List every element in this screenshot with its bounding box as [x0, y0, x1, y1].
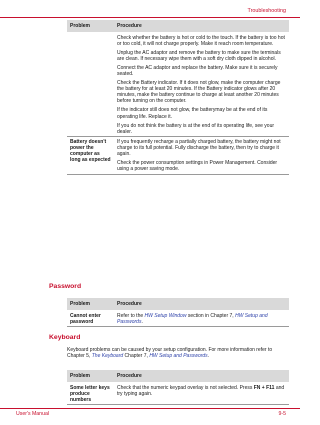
procedure-text: section in Chapter 7,: [186, 312, 236, 319]
column-header-procedure: Procedure: [114, 20, 289, 33]
link-the-keyboard[interactable]: The Keyboard: [91, 353, 124, 360]
battery-troubleshooting-table: [67, 20, 289, 175]
procedure-cell: [114, 33, 289, 137]
link-hw-setup-and-passwords[interactable]: HW Setup and Passwords: [117, 312, 268, 325]
column-header-procedure: Procedure: [114, 370, 289, 383]
table-header-row: [67, 370, 289, 383]
procedure-paragraph: If you do not think the battery is at the end of its operating life, see your dealer.: [117, 122, 275, 135]
table-row: [67, 33, 289, 137]
page-header-title: Troubleshooting: [247, 8, 286, 14]
procedure-paragraph: Unplug the AC adaptor and remove the battery to make sure the terminals are clean. If necessary wipe them with a soft dry cloth dipped in alcohol.: [117, 49, 281, 62]
link-hw-setup-and-passwords[interactable]: HW Setup and Passwords: [149, 353, 208, 360]
procedure-text: Refer to the: [117, 312, 145, 319]
procedure-paragraph: If you frequently recharge a partially charged battery, the battery might not charge to its full potential. Fully discharge the battery, then try to charge it again.: [117, 138, 281, 157]
procedure-paragraph: If the indicator still does not glow, the batterymay be at the end of its operating life. Replace it.: [117, 107, 268, 120]
key-combination: FN + F11: [253, 384, 275, 391]
section-heading-password: Password: [49, 283, 82, 290]
table-header-row: [67, 298, 289, 311]
procedure-text: .: [141, 318, 143, 325]
intro-text: .: [207, 353, 210, 360]
procedure-cell: [114, 383, 289, 405]
column-header-problem: Problem: [67, 298, 114, 311]
keyboard-troubleshooting-table: [67, 370, 289, 405]
column-header-problem: Problem: [67, 370, 114, 383]
column-header-problem: Problem: [67, 20, 114, 33]
procedure-paragraph: Check the Battery indicator. If it does not glow, make the computer charge the battery for at least 20 minutes. If the Battery indicator glows after 20 minutes, make the battery continue to charge at least another 20 minutes before turning on the computer.: [117, 80, 281, 105]
footer-manual-name: User's Manual: [16, 411, 49, 417]
procedure-cell: [114, 311, 289, 327]
procedure-text: Check that the numeric keypad overlay is not selected. Press: [117, 384, 254, 391]
link-hw-setup-window[interactable]: HW Setup Window: [144, 312, 187, 319]
procedure-paragraph: Connect the AC adaptor and replace the battery. Make sure it is securely seated.: [117, 64, 278, 77]
column-header-procedure: Procedure: [114, 298, 289, 311]
table-header-row: [67, 20, 289, 33]
problem-cell: Battery doesn't power the computer as long as expected: [67, 137, 114, 174]
procedure-paragraph: Check the power consumption settings in Power Management. Consider using a power saving mode.: [117, 160, 278, 173]
table-row: [67, 137, 289, 174]
table-row: [67, 311, 289, 327]
footer-page-number: 9-5: [278, 411, 286, 417]
table-row: [67, 383, 289, 405]
section-heading-keyboard: Keyboard: [49, 334, 81, 341]
problem-cell: [67, 33, 114, 137]
keyboard-intro-paragraph: [67, 347, 289, 359]
intro-text: Keyboard problems can be caused by your setup configuration. For more information refer to Chapter 5,: [67, 347, 273, 360]
header-rule: [0, 17, 300, 18]
procedure-text: and try typing again.: [117, 384, 285, 397]
intro-text: Chapter 7,: [123, 353, 150, 360]
procedure-cell: [114, 137, 289, 174]
footer-rule: [0, 408, 300, 409]
password-troubleshooting-table: [67, 298, 289, 327]
problem-cell: Some letter keys produce numbers: [67, 383, 114, 405]
procedure-paragraph: Check whether the battery is hot or cold to the touch. If the battery is too hot or too cold, it will not charge properly. Make it reach room temperature.: [117, 34, 285, 47]
problem-cell: Cannot enter password: [67, 311, 114, 327]
